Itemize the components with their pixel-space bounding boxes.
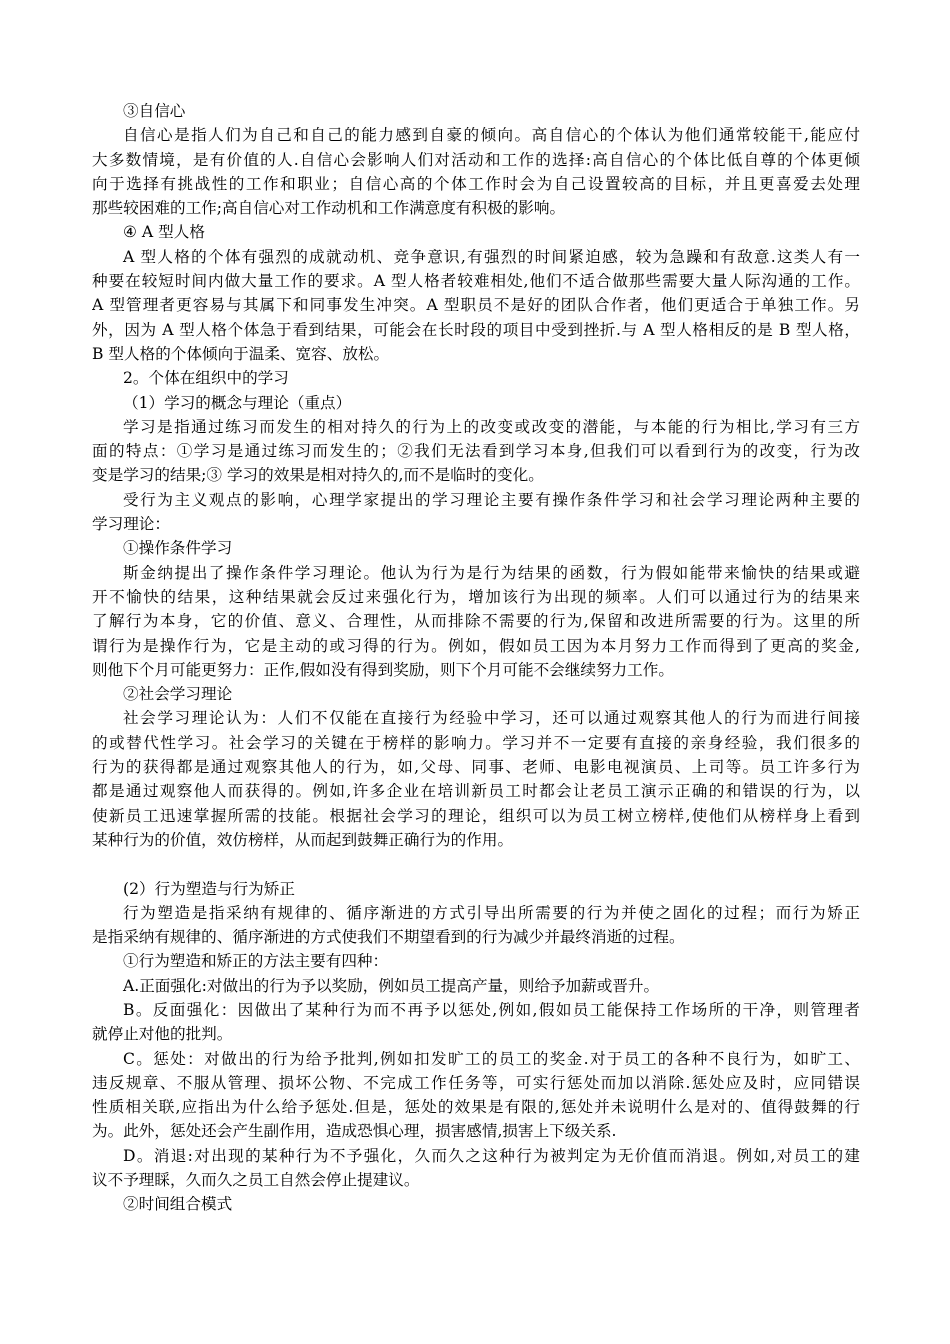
text-line: 那些较困难的工作;高自信心对工作动机和工作满意度有积极的影响。 — [92, 199, 566, 218]
text-line: 面的特点：①学习是通过练习而发生的；②我们无法看到学习本身,但我们可以看到行为的改变，行为改 — [92, 442, 860, 461]
text-line: 变是学习的结果;③ 学习的效果是相对持久的,而不是临时的变化。 — [92, 466, 544, 485]
text-line: 就停止对他的批判。 — [92, 1025, 233, 1044]
text-line: ④ A 型人格 — [123, 223, 205, 242]
text-line: 斯金纳提出了操作条件学习理论。他认为行为是行为结果的函数，行为假如能带来愉快的结果或避 — [123, 563, 860, 582]
text-line: 受行为主义观点的影响，心理学家提出的学习理论主要有操作条件学习和社会学习理论两种主要的 — [123, 490, 860, 509]
text-line: A 型人格的个体有强烈的成就动机、竞争意识,有强烈的时间紧迫感，较为急躁和有敌意.这类人有一 — [123, 247, 860, 266]
text-line: 某种行为的价值，效仿榜样，从而起到鼓舞正确行为的作用。 — [92, 830, 514, 849]
blank-line — [92, 852, 860, 876]
text-line: C。惩处：对做出的行为给予批判,例如扣发旷工的员工的奖金.对于员工的各种不良行为，如旷工、 — [123, 1049, 860, 1068]
text-line: ②时间组合模式 — [123, 1195, 233, 1214]
text-line: 则他下个月可能更努力：正作,假如没有得到奖励，则下个月可能不会继续努力工作。 — [92, 660, 674, 679]
text-line: 开不愉快的结果，这种结果就会反过来强化行为，增加该行为出现的频率。人们可以通过行为的结果来 — [92, 587, 860, 606]
text-line: A 型管理者更容易与其属下和同事发生冲突。A 型职员不是好的团队合作者，他们更适合于单独工作。另 — [92, 296, 860, 315]
text-line: B。反面强化：因做出了某种行为而不再予以惩处,例如,假如员工能保持工作场所的干净，则管理者 — [123, 1000, 860, 1019]
text-line: 了解行为本身，它的价值、意义、合理性，从而排除不需要的行为,保留和改进所需要的行为。这里的所 — [92, 612, 860, 631]
text-line: 2。个体在组织中的学习 — [123, 369, 289, 388]
text-line: 学习理论： — [92, 515, 170, 534]
text-line: D。消退:对出现的某种行为不予强化，久而久之这种行为被判定为无价值而消退。例如,对员工的建 — [123, 1146, 860, 1165]
text-line: 议不予理睬，久而久之员工自然会停止提建议。 — [92, 1171, 420, 1190]
text-line: 社会学习理论认为：人们不仅能在直接行为经验中学习，还可以通过观察其他人的行为而进行间接 — [123, 709, 860, 728]
text-line: 都是通过观察他人而获得的。例如,许多企业在培训新员工时都会让老员工演示正确的和错误的行为，以 — [92, 782, 860, 801]
text-line: 使新员工迅速掌握所需的技能。根据社会学习的理论，组织可以为员工树立榜样,使他们从榜样身上看到 — [92, 806, 860, 825]
text-line: 向于选择有挑战性的工作和职业；自信心高的个体工作时会为自己设置较高的目标，并且更喜爱去处理 — [92, 174, 860, 193]
text-line: 行为的获得都是通过观察其他人的行为，如,父母、同事、老师、电影电视演员、上司等。员工许多行为 — [92, 758, 860, 777]
text-line: 自信心是指人们为自己和自己的能力感到自豪的倾向。高自信心的个体认为他们通常较能干,能应付 — [123, 126, 860, 145]
text-line: 大多数情境，是有价值的人.自信心会影响人们对活动和工作的选择:高自信心的个体比低自尊的个体更倾 — [92, 150, 860, 169]
text-line: 学习是指通过练习而发生的相对持久的行为上的改变或改变的潜能，与本能的行为相比,学习有三方 — [123, 417, 860, 436]
text-line: 性质相关联,应指出为什么给予惩处.但是，惩处的效果是有限的,惩处并未说明什么是对的、值得鼓舞的行 — [92, 1098, 860, 1117]
text-line: ②社会学习理论 — [123, 685, 233, 704]
text-line: 是指采纳有规律的、循序渐进的方式使我们不期望看到的行为减少并最终消逝的过程。 — [92, 928, 685, 947]
text-line: 违反规章、不服从管理、损坏公物、不完成工作任务等，可实行惩处而加以消除.惩处应及时，应同错误 — [92, 1073, 860, 1092]
text-line: 谓行为是操作行为，它是主动的或习得的行为。例如，假如员工因为本月努力工作而得到了更高的奖金, — [92, 636, 860, 655]
text-line: 行为塑造是指采纳有规律的、循序渐进的方式引导出所需要的行为并使之固化的过程；而行为矫正 — [123, 903, 860, 922]
text-line: ③自信心 — [123, 102, 186, 120]
text-line: 为。此外，惩处还会产生副作用，造成恐惧心理，损害感情,损害上下级关系. — [92, 1122, 617, 1141]
text-line: 种要在较短时间内做大量工作的要求。A 型人格者较难相处,他们不适合做那些需要大量人际沟通的工作。 — [92, 272, 860, 291]
text-line: ①操作条件学习 — [123, 539, 233, 558]
text-line: (2）行为塑造与行为矫正 — [123, 879, 295, 898]
text-line: A.正面强化:对做出的行为予以奖励，例如员工提高产量，则给予加薪或晋升。 — [123, 976, 660, 995]
text-line: 外，因为 A 型人格个体急于看到结果，可能会在长时段的项目中受到挫折.与 A 型人格相反的是 B 型人格， — [92, 320, 860, 339]
text-line: （1）学习的概念与理论（重点） — [123, 393, 352, 412]
text-line: B 型人格的个体倾向于温柔、宽容、放松。 — [92, 344, 390, 363]
text-line: ①行为塑造和矫正的方法主要有四种： — [123, 952, 389, 971]
text-line: 的或替代性学习。社会学习的关键在于榜样的影响力。学习并不一定要有直接的亲身经验，我们很多的 — [92, 733, 860, 752]
